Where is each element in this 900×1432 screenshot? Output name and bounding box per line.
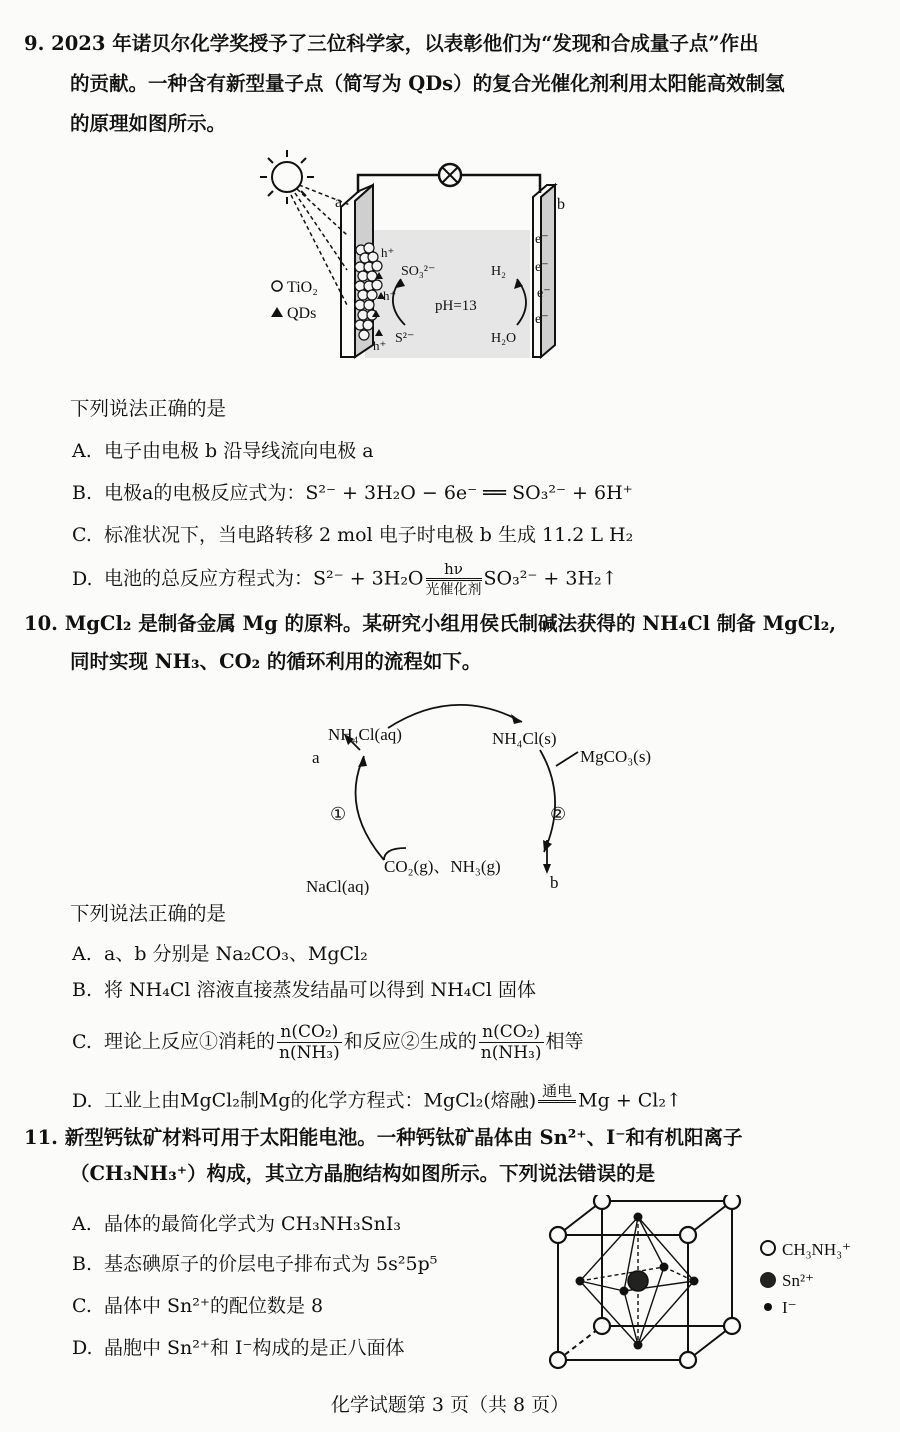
q9-option-b[interactable]: B. 电极a的电极反应式为：S²⁻ + 3H₂O − 6e⁻ ══ SO₃²⁻ + 6H⁺ [72, 482, 633, 504]
step1-arrow [356, 756, 384, 860]
qds-legend-label: QDs [287, 305, 317, 322]
sn-ion [628, 1271, 648, 1291]
tio2-legend-marker [272, 281, 282, 291]
sun-icon [260, 150, 314, 204]
nh4cl-s-label: NH₄Cl(s) [492, 729, 557, 748]
electron-label-4: e⁻ [535, 312, 549, 327]
q9-prompt: 下列说法正确的是 [70, 397, 227, 420]
nh4cl-aq-label: NH₄Cl(aq) [328, 725, 402, 744]
q10-stem-line2: 同时实现 NH₃、CO₂ 的循环利用的流程如下。 [70, 650, 482, 673]
q9-cell-diagram [255, 145, 585, 380]
step2-label: ② [550, 804, 567, 824]
electron-label-3: e⁻ [537, 286, 551, 301]
h2-label: H₂ [491, 264, 506, 279]
electron-label-1: e⁻ [535, 232, 549, 247]
nacl-label: NaCl(aq) [306, 877, 370, 895]
q10-prompt: 下列说法正确的是 [70, 902, 227, 925]
tio2-legend-label: TiO₂ [287, 279, 318, 296]
q9-stem-line3: 的原理如图所示。 [70, 112, 227, 135]
q10-cycle-diagram [300, 690, 680, 895]
hole-label-1: h⁺ [381, 245, 395, 260]
electron-label-2: e⁻ [535, 260, 549, 275]
ch3nh3-legend-marker [761, 1241, 775, 1255]
q9-option-c[interactable]: C. 标准状况下，当电路转移 2 mol 电子时电极 b 生成 11.2 L H₂ [72, 524, 634, 546]
q11-option-d[interactable]: D. 晶胞中 Sn²⁺和 I⁻构成的是正八面体 [72, 1337, 405, 1359]
step2-arrow [540, 750, 555, 852]
product-a-label: a [312, 748, 320, 767]
sn-legend-label: Sn²⁺ [782, 1271, 815, 1290]
mgco3-label: MgCO₃(s) [580, 747, 652, 766]
q10-option-b[interactable]: B. 将 NH₄Cl 溶液直接蒸发结晶可以得到 NH₄Cl 固体 [72, 979, 537, 1001]
q9-stem-line1: 9. 2023 年诺贝尔化学奖授予了三位科学家，以表彰他们为“发现和合成量子点”作出 [24, 32, 759, 55]
h2o-label: H₂O [491, 331, 517, 346]
top-arrow [388, 705, 522, 728]
qds-legend-marker [271, 307, 283, 317]
q10-option-d[interactable]: D. 工业上由MgCl₂制Mg的化学方程式：MgCl₂(熔融) 通电 Mg + Cl₂↑ [72, 1082, 682, 1121]
bulb-icon [439, 164, 461, 186]
reaction-condition: hν 光催化剂 [425, 560, 482, 598]
ratio-fraction-2: $\frac{\text{n(CO₂)}}{\text{n(NH₃)}}$ [480, 1022, 542, 1063]
q9-option-a[interactable]: A. 电子由电极 b 沿导线流向电极 a [72, 440, 374, 462]
iodide-legend-label: I⁻ [782, 1298, 797, 1317]
q11-option-c[interactable]: C. 晶体中 Sn²⁺的配位数是 8 [72, 1295, 324, 1317]
ratio-fraction-1: $\frac{\text{n(CO₂)}}{\text{n(NH₃)}}$ [279, 1022, 340, 1063]
hole-label-3: h⁺ [373, 338, 387, 353]
q10-stem-line1: 10. MgCl₂ 是制备金属 Mg 的原料。某研究小组用侯氏制碱法获得的 NH₄Cl 制备 MgCl₂, [24, 612, 837, 635]
q9-stem-line2: 的贡献。一种含有新型量子点（简写为 QDs）的复合光催化剂利用太阳能高效制氢 [70, 72, 785, 95]
q11-stem-line2: （CH₃NH₃⁺）构成，其立方晶胞结构如图所示。下列说法错误的是 [70, 1162, 656, 1185]
gases-label: CO₂(g)、NH₃(g) [384, 857, 501, 876]
iodide-legend-marker [764, 1303, 772, 1311]
q11-unit-cell-diagram [540, 1195, 890, 1375]
electrolysis-condition: 通电 [538, 1082, 576, 1121]
q10-option-a[interactable]: A. a、b 分别是 Na₂CO₃、MgCl₂ [72, 943, 368, 965]
sn-legend-marker [760, 1272, 776, 1288]
page-footer: 化学试题第 3 页（共 8 页） [330, 1394, 570, 1416]
product-b-label: b [550, 873, 559, 892]
ph-label: pH=13 [435, 298, 477, 314]
q11-option-a[interactable]: A. 晶体的最简化学式为 CH₃NH₃SnI₃ [72, 1213, 401, 1235]
so3-label: SO₃²⁻ [401, 264, 436, 279]
electrode-a-label: a [335, 194, 343, 211]
q9-option-d[interactable]: D. 电池的总反应方程式为：S²⁻ + 3H₂O hν 光催化剂 SO₃²⁻ + 3H₂↑ [72, 560, 618, 598]
q11-option-b[interactable]: B. 基态碘原子的价层电子排布式为 5s²5p⁵ [72, 1253, 438, 1275]
q11-stem-line1: 11. 新型钙钛矿材料可用于太阳能电池。一种钙钛矿晶体由 Sn²⁺、I⁻和有机阳离子 [24, 1126, 743, 1149]
step1-label: ① [330, 804, 347, 824]
hole-label-2: h⁺ [383, 288, 397, 303]
q10-option-c[interactable]: C. 理论上反应①消耗的 $\frac{\text{n(CO₂)}}{\text{n(NH₃)}}$ 和反应②生成的 $\frac{\text{n(CO₂)}}{\text{n(NH₃)}}$ 相等 [72, 1022, 584, 1063]
electrode-b-label: b [557, 196, 565, 213]
ch3nh3-legend-label: CH₃NH₃⁺ [782, 1240, 851, 1259]
s2-label: S²⁻ [395, 331, 415, 346]
